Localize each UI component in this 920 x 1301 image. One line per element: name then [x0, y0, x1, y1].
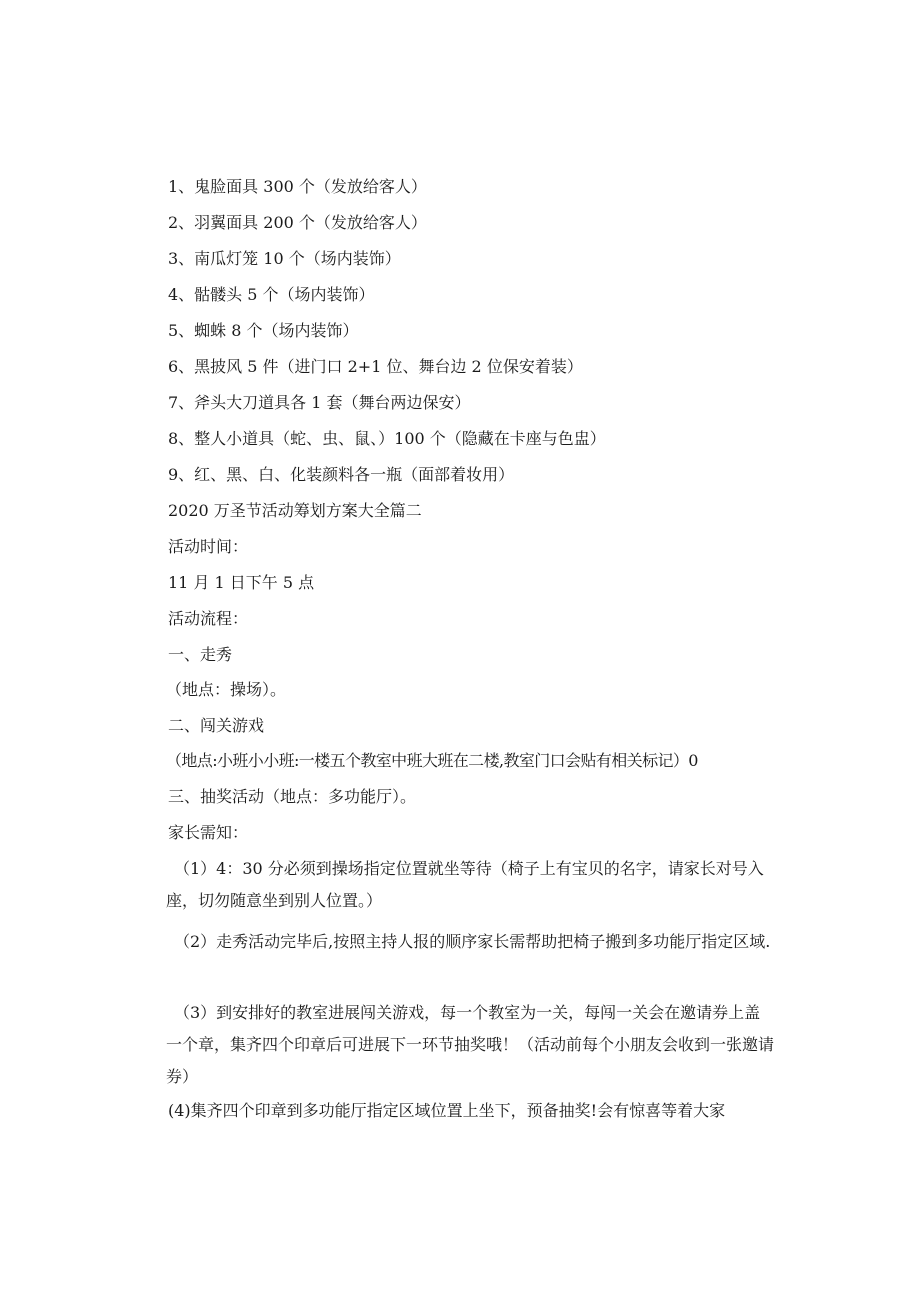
list-item-8: 8、整人小道具（蛇、虫、鼠、）100 个（隐藏在卡座与色盅）: [168, 429, 606, 448]
section-title: 2020 万圣节活动筹划方案大全篇二: [168, 501, 422, 520]
notice-item-1: （1）4：30 分必须到操场指定位置就坐等待（椅子上有宝贝的名字，请家长对号入座，切勿随意坐到别人位置。）: [166, 859, 764, 910]
flow-item-2-place: （地点:小班小小班:一楼五个教室中班大班在二楼,教室门口会贴有相关标记）0: [166, 751, 698, 770]
flow-item-1: 一、走秀: [168, 645, 233, 664]
list-item-6: 6、黑披风 5 件（进门口 2+1 位、舞台边 2 位保安着装）: [168, 357, 583, 376]
flow-item-2: 二、闯关游戏: [168, 716, 265, 735]
list-item-2: 2、羽翼面具 200 个（发放给客人）: [168, 213, 427, 232]
notice-item-2: （2）走秀活动完毕后,按照主持人报的顺序家长需帮助把椅子搬到多功能厅指定区域.: [174, 932, 771, 951]
list-item-1: 1、鬼脸面具 300 个（发放给客人）: [168, 177, 427, 196]
list-item-3: 3、南瓜灯笼 10 个（场内装饰）: [168, 249, 401, 268]
list-item-4: 4、骷髅头 5 个（场内装饰）: [168, 285, 375, 304]
flow-item-1-place: （地点：操场）。: [166, 680, 287, 699]
notice-label: 家长需知：: [168, 823, 249, 842]
time-value: 11 月 1 日下午 5 点: [168, 573, 315, 592]
flow-item-3: 三、抽奖活动（地点：多功能厅）。: [168, 787, 417, 806]
list-item-7: 7、斧头大刀道具各 1 套（舞台两边保安）: [168, 393, 471, 412]
notice-item-4: (4)集齐四个印章到多功能厅指定区域位置上坐下，预备抽奖!会有惊喜等着大家: [168, 1101, 726, 1120]
list-item-5: 5、蜘蛛 8 个（场内装饰）: [168, 321, 359, 340]
list-item-9: 9、红、黑、白、化装颜料各一瓶（面部着妆用）: [168, 465, 515, 484]
flow-label: 活动流程：: [168, 609, 249, 628]
notice-item-3: （3）到安排好的教室进展闯关游戏，每一个教室为一关，每闯一关会在邀请券上盖一个章，集齐四个印章后可进展下一环节抽奖哦！（活动前每个小朋友会收到一张邀请券）: [166, 1003, 775, 1086]
time-label: 活动时间：: [168, 537, 249, 556]
